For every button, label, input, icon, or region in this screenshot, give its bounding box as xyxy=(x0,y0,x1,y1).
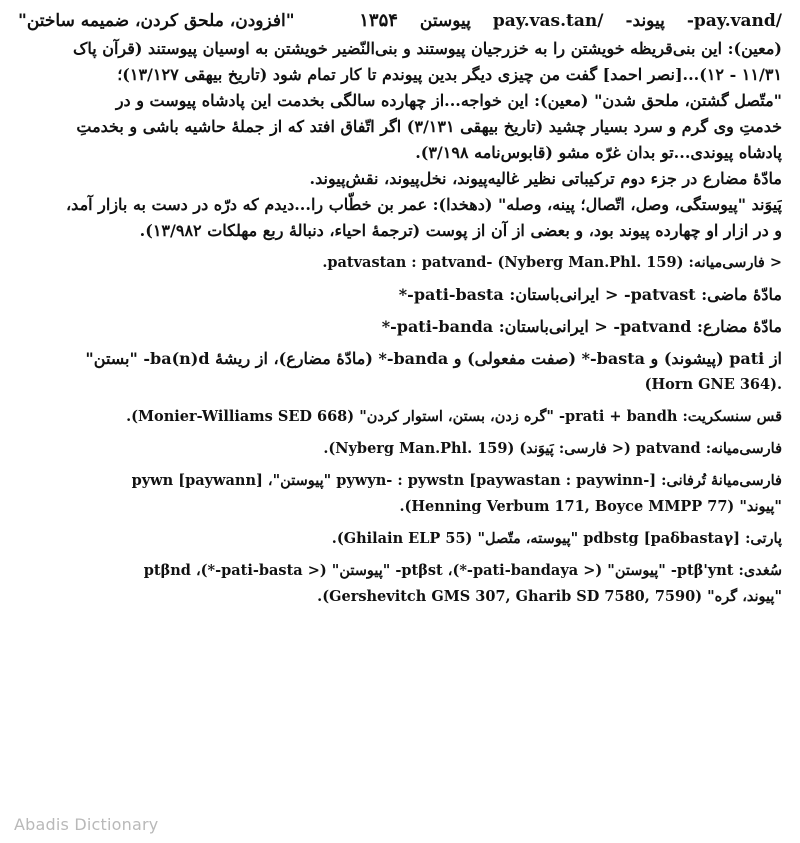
header-headword-2: پیوند- xyxy=(625,11,665,31)
etymology-line: فارسی‌میانه: patvand (< فارسی: پَیوَند) (Nyberg Man.Phl. 159). xyxy=(323,440,782,457)
watermark-label: Abadis Dictionary xyxy=(14,815,159,834)
page-number: ۱۳۵۴ xyxy=(359,10,398,31)
etymology-line: قس سنسکریت: prati + bandh- "گره زدن، بستن، استوار کردن" (Monier-Williams SED 668). xyxy=(126,408,782,425)
text-line: پَیوَند "پیوستگی، وصل، اتّصال؛ پینه، وصله" (دهخدا): عمر بن خطّاب را...دیدم که درّه در دست به بازار آمد، xyxy=(66,195,782,214)
text-line: ۱۱/۳۱ - ۱۲)...[نصر احمد] گفت من چیزی دیگر بدین پیوندم تا کار تمام شود (تاریخ بیهقی ۱۳/۱۲۷)؛ xyxy=(117,65,782,84)
header-headword: پیوستن xyxy=(419,11,471,31)
header-transliteration-1: /pay.vas.tan xyxy=(492,11,604,31)
etymology-line: "پیوند" (Henning Verbum 171, Boyce MMPP 77). xyxy=(399,498,782,515)
text-line: خدمتِ وی گرم و سرد بسیار چشید (تاریخ بیهقی ۳/۱۳۱) اگر اتّفاق افتد که از جملهٔ حاشیه باشی و بخدمتِ xyxy=(76,117,782,136)
etymology-line: (Horn GNE 364). xyxy=(644,376,782,393)
header-gloss: "افزودن، ملحق کردن، ضمیمه ساختن" xyxy=(18,11,295,31)
etymology-line: مادّهٔ ماضی: patvast- < ایرانی‌باستان: pati-basta-* xyxy=(398,285,782,304)
etymology-line: مادّهٔ مضارع: patvand- < ایرانی‌باستان: pati-banda-* xyxy=(381,317,782,336)
etymology-line: "پیوند، گره" (Gershevitch GMS 307, Gharib SD 7580, 7590). xyxy=(317,588,782,605)
text-line: مادّهٔ مضارع در جزء دوم ترکیباتی نظیر غالیه‌پیوند، نخل‌پیوند، نقش‌پیوند. xyxy=(309,169,782,188)
etymology-line: < فارسی‌میانه: patvastan : patvand- (Nyberg Man.Phl. 159). xyxy=(322,254,782,271)
text-line: (معین): این بنی‌قریظه خویشتن را به خزرجیان پیوستند و بنی‌النّضیر خویشتن به اوسیان پیوستند (قرآن پاک xyxy=(73,39,782,58)
text-line: پادشاه پیوندی...تو بدان غرّه مشو (قابوس‌نامه ۳/۱۹۸). xyxy=(415,143,782,162)
page-header xyxy=(18,6,782,36)
etymology-line: از pati (پیشوند) و basta-* (صفت مفعولی) و banda-* (مادّهٔ مضارع)، از ریشهٔ ba(n)d- "بستن" xyxy=(85,349,782,368)
etymology-line: فارسی‌میانهٔ تُرفانی: pywyn- : pywstn [paywastan : paywinn-] "پیوستن"، pywn [paywann] xyxy=(131,472,782,489)
etymology-line: سُغدی: ptβ'ynt- "پیوستن" (< pati-bandaya-*)، ptβst- "پیوستن" (< pati-basta-*)، ptβnd xyxy=(143,562,782,579)
header-transliteration-2: /pay.vand- xyxy=(686,11,782,31)
text-line: "متّصل گشتن، ملحق شدن" (معین): این خواجه...از چهارده سالگی بخدمت این پادشاه پیوست و در xyxy=(115,91,782,110)
header-entries xyxy=(359,6,782,36)
text-line: و در ازار او چهارده پیوند بود، و بعضی از آن از پوست (ترجمهٔ احیاء، دنبالهٔ ربع مهلکات ۱۳/۹۸۲). xyxy=(139,221,782,240)
etymology-line: پارتی: pdbstg [paδbastaγ] "پیوسته، متّصل" (Ghilain ELP 55). xyxy=(331,530,782,547)
dictionary-page xyxy=(18,6,782,610)
